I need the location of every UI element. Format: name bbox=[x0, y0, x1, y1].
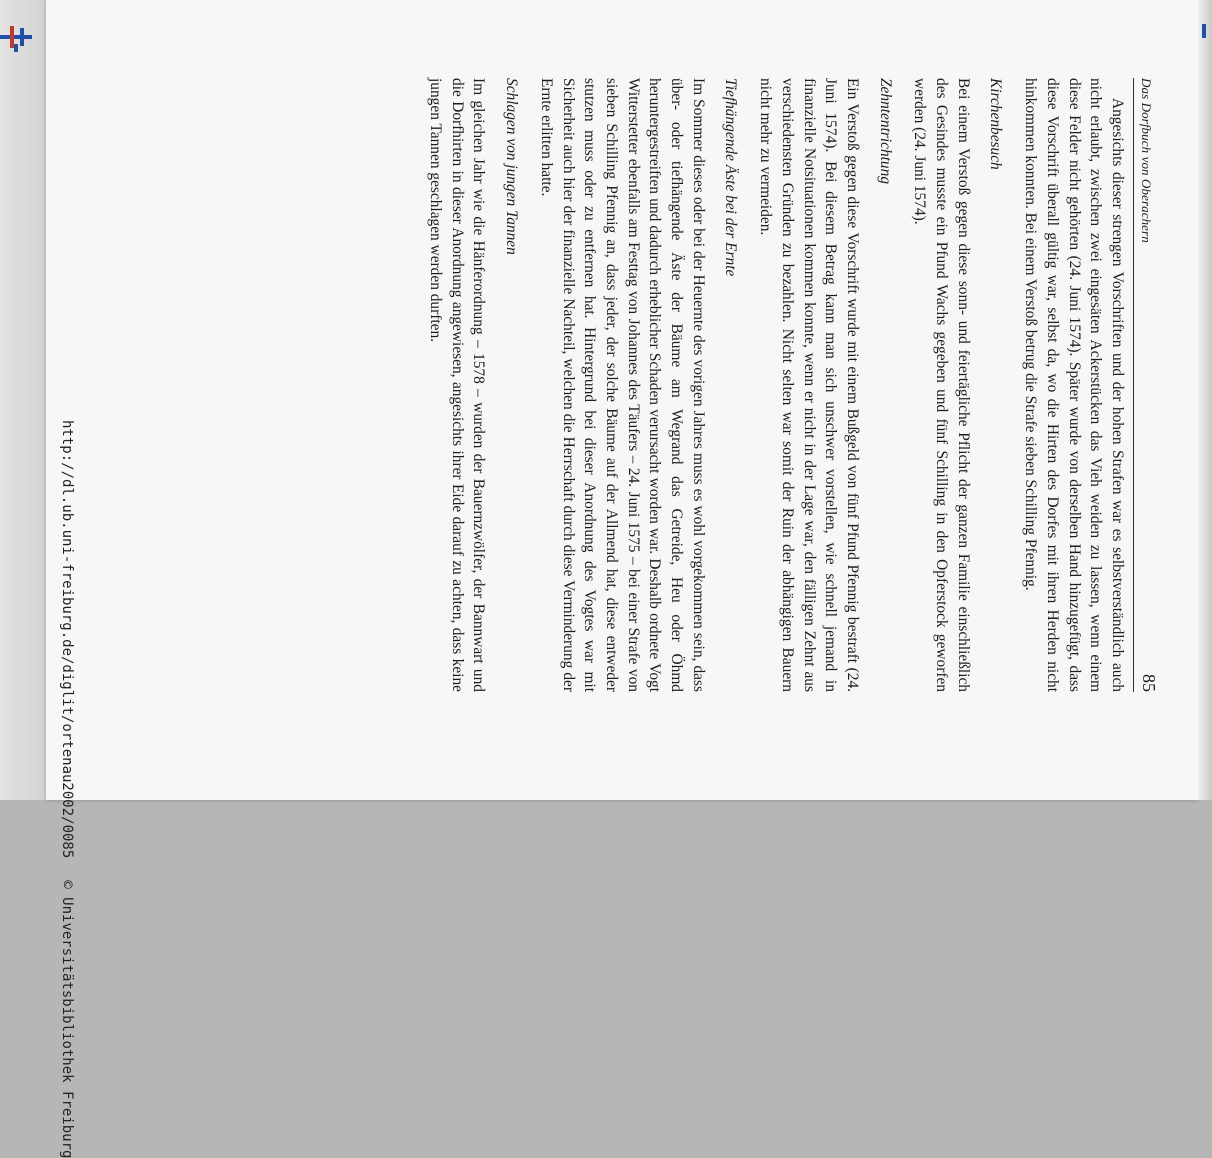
document-page bbox=[46, 0, 1198, 1158]
section-heading-junge-tannen: Schlagen von jungen Tannen bbox=[503, 78, 521, 255]
section-heading-tiefhaengende-aeste: Tiefhängende Äste bei der Ernte bbox=[722, 78, 740, 277]
viewer-right-margin bbox=[1198, 0, 1212, 800]
library-logo-icon bbox=[0, 22, 40, 52]
rotated-page-content bbox=[46, 0, 1198, 1158]
running-title: Das Dorfbuch von Oberachern bbox=[1139, 78, 1154, 243]
page-number: 85 bbox=[1139, 674, 1159, 692]
copyright-notice: © Universitätsbibliothek Freiburg bbox=[59, 880, 75, 1158]
paragraph-zehntentrichtung: Ein Verstoß gegen diese Vorschrift wurde mit einem Bußgeld von fünf Pfund Pfennig bestraft (24. Juni 1574). Bei diesem Betrag kann man sich unschwer vorstellen, wie schnell jemand in finanzielle Notsituationen kommen konnte, wenn er nicht in der Lage war, den fälligen Zehnt aus verschiedensten Gründen zu bezahlen. Nicht selten war somit der Ruin der abhängigen Bauern nicht mehr zu vermeiden. bbox=[757, 78, 861, 692]
paragraph-tiefhaengende-aeste: Im Sommer dieses oder bei der Heuernte des vorigen Jahres muss es wohl vorgekommen sein, dass über- oder tiefhängende Äste der Bäume am Wegrand das Getreide, Heu oder Öhmd heruntergestreiften und dadurch erheblicher Schaden verursacht worden war. Deshalb ordnete Vogt Witterstetter ebenfalls am Festtag von Johannes des Täufers – 24. Juni 1575 – bei einer Strafe von sieben Schilling Pfennig an, dass jeder, der solche Bäume auf der Allmend hat, diese entweder stutzen muss oder zu entfernen hat. Hintergrund bei dieser Anordnung des Vogtes war mit Sicherheit auch hier der finanzielle Nachteil, welchen die Herrschaft durch diese Verminderung der Ernte erlitten hatte. bbox=[537, 78, 707, 692]
section-heading-kirchenbesuch: Kirchenbesuch bbox=[987, 78, 1005, 170]
page-header bbox=[1133, 78, 1159, 692]
library-logo-icon-right bbox=[1201, 22, 1211, 42]
paragraph-kirchenbesuch: Bei einem Verstoß gegen diese sonn- und feiertägliche Pflicht der ganzen Familie einschließlich des Gesindes musste ein Pfund Wachs gegeben und fünf Schilling in den Opferstock geworfen werden (24. Juni 1574). bbox=[911, 78, 972, 692]
source-watermark bbox=[59, 420, 75, 1158]
viewer-left-margin bbox=[0, 0, 46, 800]
source-url: http://dl.ub.uni-freiburg.de/diglit/ortenau2002/0085 bbox=[59, 420, 75, 859]
paragraph-intro: Angesichts dieser strengen Vorschriften und der hohen Strafen war es selbstverständlich auch nicht erlaubt, zwischen zwei eingesäten Ackerstücken das Vieh weiden zu lassen, wenn einem diese Felder nicht gehörten (24. Juni 1574). Später wurde von derselben Hand hinzugefügt, dass diese Vorschrift überall gültig war, selbst da, wo die Hirten des Dorfes mit ihren Herden nicht hinkommen konnten. Bei einem Verstoß betrug die Strafe sieben Schilling Pfennig. bbox=[1022, 78, 1126, 692]
section-heading-zehntentrichtung: Zehntentrichtung bbox=[876, 78, 894, 185]
paragraph-junge-tannen: Im gleichen Jahr wie die Hänferordnung – 1578 – wurden der Bauernzwölfer, der Bannwart und die Dorfhirten in dieser Anordnung angewiesen, angesichts ihrer Eide darauf zu achten, dass keine jungen Tannen geschlagen werden durften. bbox=[427, 78, 488, 692]
body-text bbox=[424, 78, 1128, 692]
